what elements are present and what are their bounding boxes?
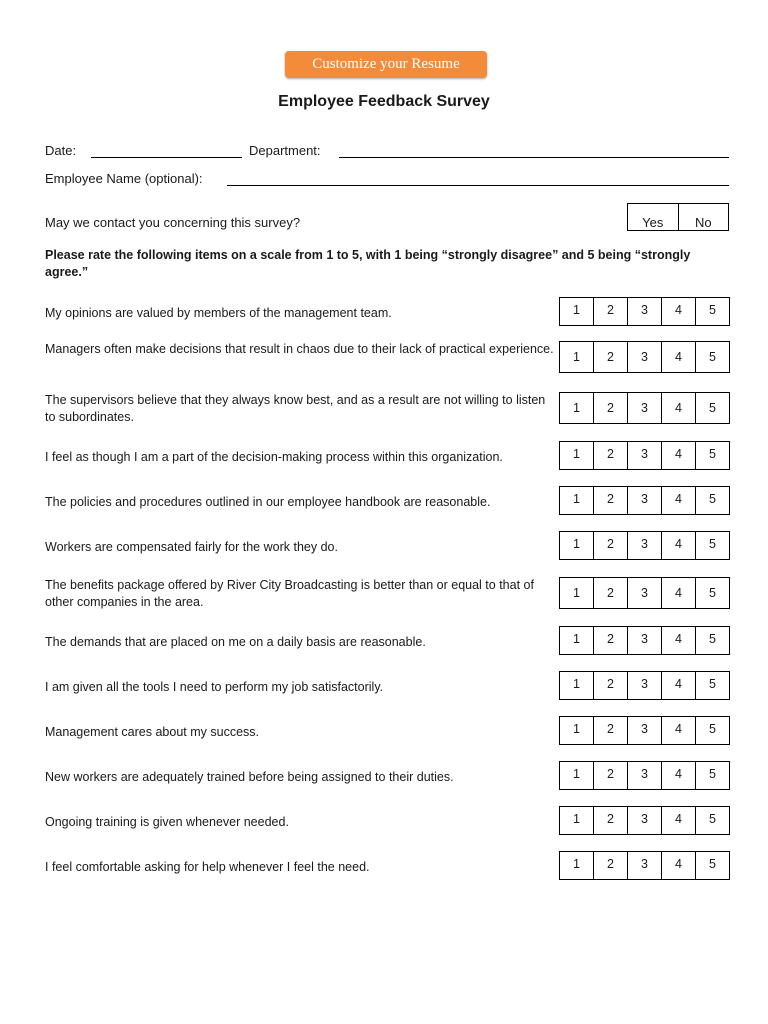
rating-option-1[interactable]: 1 [573, 857, 580, 871]
rating-option-1[interactable]: 1 [573, 350, 580, 364]
rating-option-3[interactable]: 3 [627, 762, 661, 789]
rating-option-3[interactable]: 3 [627, 807, 661, 834]
question-text: My opinions are valued by members of the management team. [45, 306, 392, 320]
rating-scale [559, 486, 730, 515]
rating-option-3[interactable]: 3 [627, 298, 661, 325]
employee-name-field[interactable] [227, 185, 729, 186]
rating-scale [559, 531, 730, 560]
rating-option-4[interactable]: 4 [661, 717, 695, 744]
rating-option-4[interactable]: 4 [661, 762, 695, 789]
date-label: Date: [45, 143, 77, 158]
rating-option-3[interactable]: 3 [627, 717, 661, 744]
rating-option-1[interactable]: 1 [573, 537, 580, 551]
question-text: I am given all the tools I need to perform my job satisfactorily. [45, 680, 384, 694]
rating-option-5[interactable]: 5 [695, 807, 729, 834]
rating-option-5[interactable]: 5 [695, 393, 729, 423]
contact-yes-option[interactable]: Yes [642, 215, 664, 230]
question-text: I feel as though I am a part of the decision-making process within this organization. [45, 450, 503, 464]
rating-option-1[interactable]: 1 [573, 677, 580, 691]
question-text: Workers are compensated fairly for the work they do. [45, 540, 338, 554]
rating-option-5[interactable]: 5 [695, 627, 729, 654]
rating-option-4[interactable]: 4 [661, 532, 695, 559]
rating-option-3[interactable]: 3 [627, 532, 661, 559]
rating-scale [559, 671, 730, 700]
contact-no-option[interactable]: No [678, 204, 729, 230]
question-text: I feel comfortable asking for help whenever I feel the need. [45, 860, 370, 874]
rating-option-3[interactable]: 3 [627, 672, 661, 699]
page-title: Employee Feedback Survey [278, 93, 490, 110]
rating-option-1[interactable]: 1 [573, 722, 580, 736]
rating-option-4[interactable]: 4 [661, 442, 695, 469]
rating-scale [559, 577, 730, 609]
rating-instructions: Please rate the following items on a scale from 1 to 5, with 1 being “strongly disagree” and 5 being “strongly agree.” [45, 248, 691, 279]
customize-resume-button[interactable]: Customize your Resume [285, 51, 487, 78]
rating-option-4[interactable]: 4 [661, 342, 695, 372]
rating-option-1[interactable]: 1 [573, 586, 580, 600]
rating-option-3[interactable]: 3 [627, 852, 661, 879]
rating-option-5[interactable]: 5 [695, 578, 729, 608]
question-text: Managers often make decisions that result in chaos due to their lack of practical experience. [45, 342, 554, 356]
rating-option-2[interactable]: 2 [593, 342, 627, 372]
rating-option-2[interactable]: 2 [593, 487, 627, 514]
rating-option-2[interactable]: 2 [593, 627, 627, 654]
rating-option-2[interactable]: 2 [593, 672, 627, 699]
department-label: Department: [249, 143, 321, 158]
rating-option-1[interactable]: 1 [573, 303, 580, 317]
rating-option-5[interactable]: 5 [695, 487, 729, 514]
rating-option-2[interactable]: 2 [593, 532, 627, 559]
rating-option-4[interactable]: 4 [661, 487, 695, 514]
rating-option-4[interactable]: 4 [661, 298, 695, 325]
rating-option-4[interactable]: 4 [661, 393, 695, 423]
rating-scale [559, 851, 730, 880]
rating-option-4[interactable]: 4 [661, 627, 695, 654]
rating-option-4[interactable]: 4 [661, 852, 695, 879]
contact-choice [627, 203, 729, 231]
rating-option-5[interactable]: 5 [695, 532, 729, 559]
rating-option-5[interactable]: 5 [695, 717, 729, 744]
rating-option-5[interactable]: 5 [695, 442, 729, 469]
rating-option-2[interactable]: 2 [593, 393, 627, 423]
rating-option-5[interactable]: 5 [695, 342, 729, 372]
rating-scale [559, 441, 730, 470]
question-text: Ongoing training is given whenever needed. [45, 815, 289, 829]
rating-scale [559, 761, 730, 790]
rating-option-2[interactable]: 2 [593, 762, 627, 789]
rating-option-2[interactable]: 2 [593, 852, 627, 879]
rating-option-5[interactable]: 5 [695, 852, 729, 879]
rating-option-1[interactable]: 1 [573, 447, 580, 461]
rating-option-1[interactable]: 1 [573, 812, 580, 826]
question-text: The demands that are placed on me on a daily basis are reasonable. [45, 635, 426, 649]
rating-option-2[interactable]: 2 [593, 717, 627, 744]
rating-option-4[interactable]: 4 [661, 672, 695, 699]
rating-option-2[interactable]: 2 [593, 578, 627, 608]
rating-option-2[interactable]: 2 [593, 442, 627, 469]
rating-option-3[interactable]: 3 [627, 578, 661, 608]
question-text: The policies and procedures outlined in our employee handbook are reasonable. [45, 495, 491, 509]
rating-scale [559, 626, 730, 655]
rating-scale [559, 297, 730, 326]
rating-option-3[interactable]: 3 [627, 627, 661, 654]
rating-option-1[interactable]: 1 [573, 492, 580, 506]
rating-option-1[interactable]: 1 [573, 401, 580, 415]
rating-option-1[interactable]: 1 [573, 632, 580, 646]
question-text: The supervisors believe that they always know best, and as a result are not willing to listen to subordinates. [45, 393, 546, 424]
rating-option-2[interactable]: 2 [593, 298, 627, 325]
question-text: Management cares about my success. [45, 725, 259, 739]
contact-question: May we contact you concerning this survey? [45, 215, 301, 230]
rating-scale [559, 716, 730, 745]
rating-option-5[interactable]: 5 [695, 298, 729, 325]
employee-name-label: Employee Name (optional): [45, 171, 203, 186]
rating-option-3[interactable]: 3 [627, 342, 661, 372]
rating-option-3[interactable]: 3 [627, 442, 661, 469]
question-text: The benefits package offered by River City Broadcasting is better than or equal to that of other companies in the area. [45, 578, 534, 609]
rating-option-4[interactable]: 4 [661, 807, 695, 834]
question-text: New workers are adequately trained before being assigned to their duties. [45, 770, 454, 784]
rating-option-3[interactable]: 3 [627, 487, 661, 514]
rating-option-5[interactable]: 5 [695, 672, 729, 699]
rating-scale [559, 806, 730, 835]
rating-option-5[interactable]: 5 [695, 762, 729, 789]
rating-scale [559, 392, 730, 424]
department-field[interactable] [339, 157, 729, 158]
rating-option-2[interactable]: 2 [593, 807, 627, 834]
rating-option-4[interactable]: 4 [661, 578, 695, 608]
rating-scale [559, 341, 730, 373]
date-field[interactable] [91, 157, 242, 158]
rating-option-3[interactable]: 3 [627, 393, 661, 423]
rating-option-1[interactable]: 1 [573, 767, 580, 781]
